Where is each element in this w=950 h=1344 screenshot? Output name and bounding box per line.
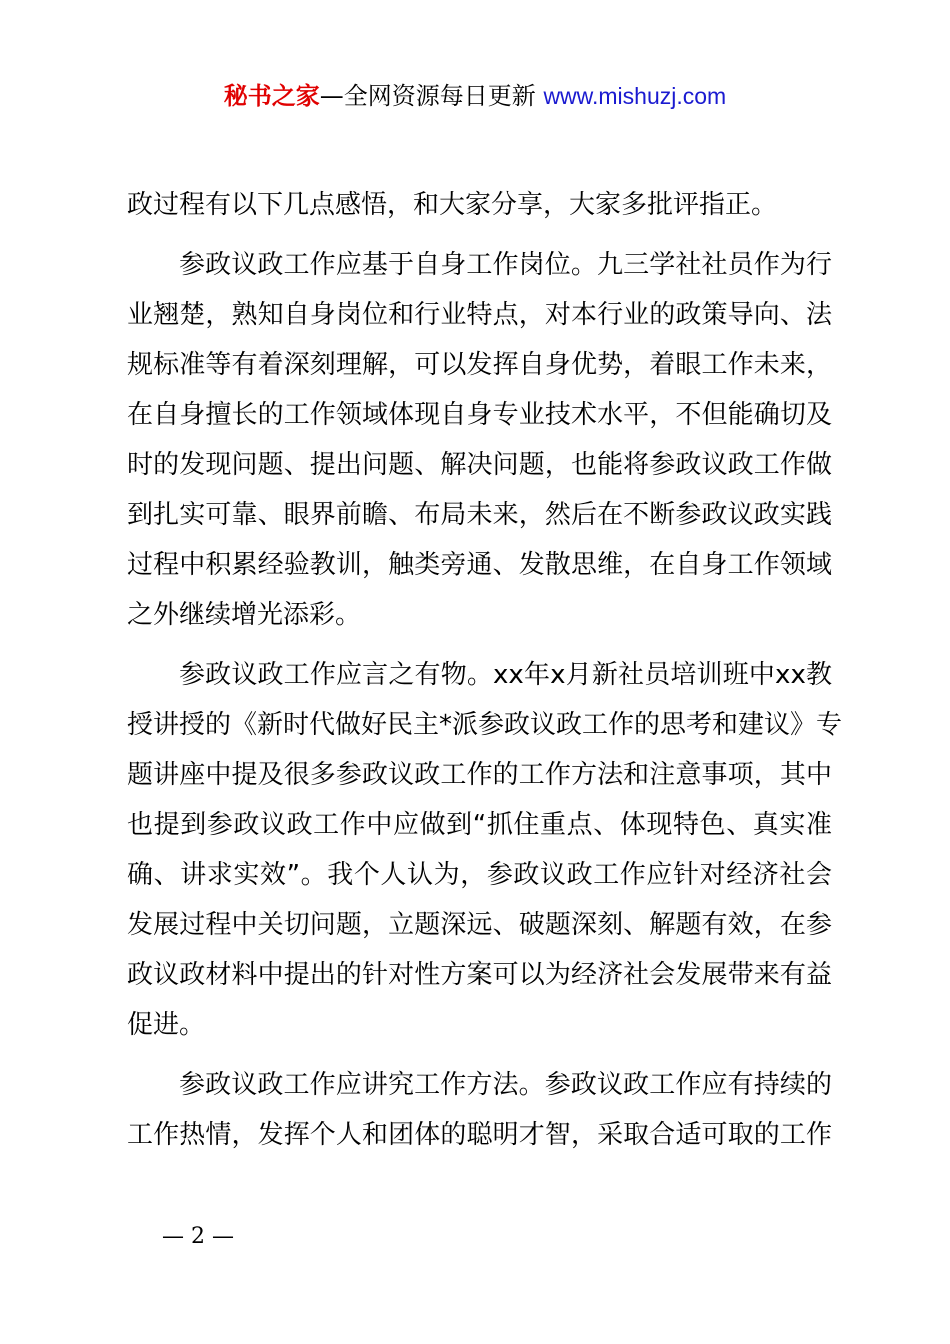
text-line: 之外继续增光添彩。 bbox=[127, 600, 362, 630]
text-line: 也提到参政议政工作中应做到“抓住重点、体现特色、真实准 bbox=[127, 810, 832, 840]
text-line: 发展过程中关切问题，立题深远、破题深刻、解题有效，在参 bbox=[127, 910, 832, 940]
text-line: 授讲授的《新时代做好民主*派参政议政工作的思考和建议》专 bbox=[127, 710, 843, 740]
text-line: 在自身擅长的工作领域体现自身专业技术水平，不但能确切及 bbox=[127, 400, 832, 430]
text-line: 参政议政工作应言之有物。xx年x月新社员培训班中xx教 bbox=[179, 660, 832, 690]
text-line: 规标准等有着深刻理解，可以发挥自身优势，着眼工作未来， bbox=[127, 350, 832, 380]
text-line: 题讲座中提及很多参政议政工作的工作方法和注意事项，其中 bbox=[127, 760, 832, 790]
document-body bbox=[127, 180, 843, 1160]
text-line: 时的发现问题、提出问题、解决问题，也能将参政议政工作做 bbox=[127, 450, 832, 480]
text-line: 业翘楚，熟知自身岗位和行业特点，对本行业的政策导向、法 bbox=[127, 300, 832, 330]
text-line: 确、讲求实效”。我个人认为，参政议政工作应针对经济社会 bbox=[127, 860, 832, 890]
site-brand: 秘书之家 bbox=[223, 82, 320, 110]
site-url-link[interactable]: www.mishuzj.com bbox=[543, 83, 727, 109]
text-line: 政议政材料中提出的针对性方案可以为经济社会发展带来有益 bbox=[127, 960, 832, 990]
text-line: 过程中积累经验教训，触类旁通、发散思维，在自身工作领域 bbox=[127, 550, 832, 580]
page-number: — 2 — bbox=[162, 1224, 234, 1249]
paragraph bbox=[127, 180, 832, 230]
text-line: 政过程有以下几点感悟，和大家分享，大家多批评指正。 bbox=[127, 190, 778, 220]
paragraph bbox=[127, 240, 832, 640]
text-line: 参政议政工作应讲究工作方法。参政议政工作应有持续的 bbox=[179, 1070, 832, 1100]
site-header bbox=[0, 80, 950, 112]
text-line: 工作热情，发挥个人和团体的聪明才智，采取合适可取的工作 bbox=[127, 1120, 832, 1150]
paragraph bbox=[127, 650, 843, 1050]
text-line: 参政议政工作应基于自身工作岗位。九三学社社员作为行 bbox=[179, 250, 832, 280]
text-line: 促进。 bbox=[127, 1010, 206, 1040]
paragraph bbox=[127, 1060, 832, 1160]
site-tagline: —全网资源每日更新 bbox=[319, 82, 536, 110]
text-line: 到扎实可靠、眼界前瞻、布局未来，然后在不断参政议政实践 bbox=[127, 500, 832, 530]
